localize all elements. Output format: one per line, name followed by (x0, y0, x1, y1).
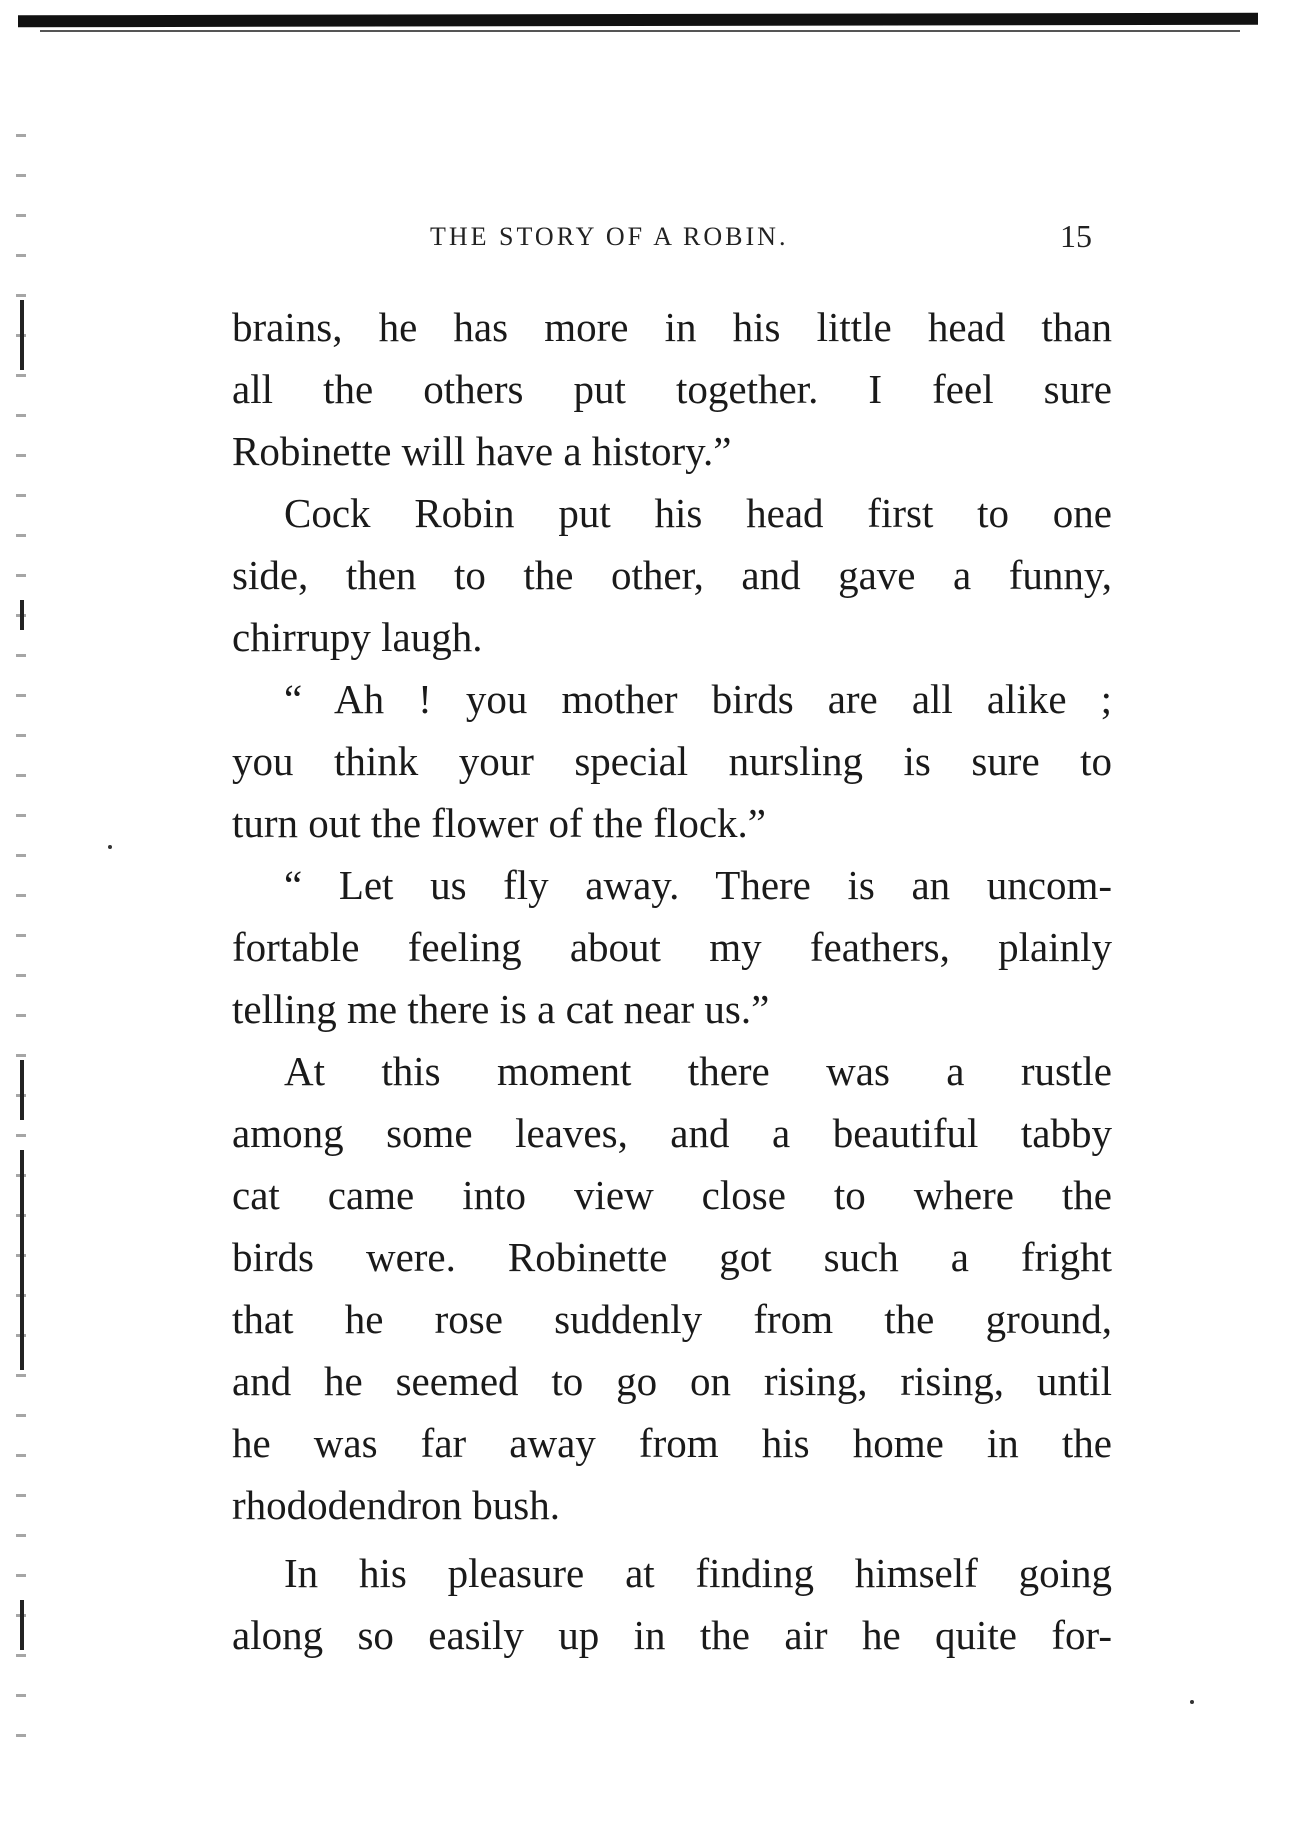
text-line: Robinette will have a history.” (232, 428, 732, 474)
paper-speck (108, 845, 112, 849)
text-line: “ Let us fly away. There is an uncom- (284, 862, 1112, 908)
text-line: turn out the flower of the flock.” (232, 800, 766, 846)
page-number: 15 (1060, 218, 1092, 254)
text-line: that he rose suddenly from the ground, (232, 1296, 1112, 1342)
text-line: along so easily up in the air he quite for- (232, 1612, 1112, 1658)
body-text (232, 296, 1112, 1666)
text-line: rhododendron bush. (232, 1482, 560, 1528)
text-line: you think your special nursling is sure to (232, 738, 1112, 784)
text-line: cat came into view close to where the (232, 1172, 1112, 1218)
gutter-mark (20, 1060, 24, 1120)
text-line: At this moment there was a rustle (284, 1048, 1112, 1094)
text-line: side, then to the other, and gave a funny, (232, 552, 1112, 598)
text-line: birds were. Robinette got such a fright (232, 1234, 1112, 1280)
gutter-mark (20, 1600, 24, 1650)
running-head (230, 218, 1110, 262)
gutter-mark (20, 1150, 24, 1370)
text-line: “ Ah ! you mother birds are all alike ; (284, 676, 1112, 722)
top-border-rule (18, 13, 1258, 28)
text-line: and he seemed to go on rising, rising, until (232, 1358, 1112, 1404)
text-line: Cock Robin put his head first to one (284, 490, 1112, 536)
text-line: chirrupy laugh. (232, 614, 483, 660)
text-line: all the others put together. I feel sure (232, 366, 1112, 412)
text-line: among some leaves, and a beautiful tabby (232, 1110, 1112, 1156)
gutter-mark (20, 600, 24, 630)
text-line: he was far away from his home in the (232, 1420, 1112, 1466)
text-line: telling me there is a cat near us.” (232, 986, 770, 1032)
text-line: In his pleasure at finding himself going (284, 1550, 1112, 1596)
top-border-thin-rule (40, 30, 1240, 32)
paper-speck (1190, 1700, 1194, 1704)
gutter-mark (20, 300, 24, 370)
text-line: fortable feeling about my feathers, plainly (232, 924, 1112, 970)
running-title: THE STORY OF A ROBIN. (430, 222, 789, 251)
text-line: brains, he has more in his little head than (232, 304, 1112, 350)
